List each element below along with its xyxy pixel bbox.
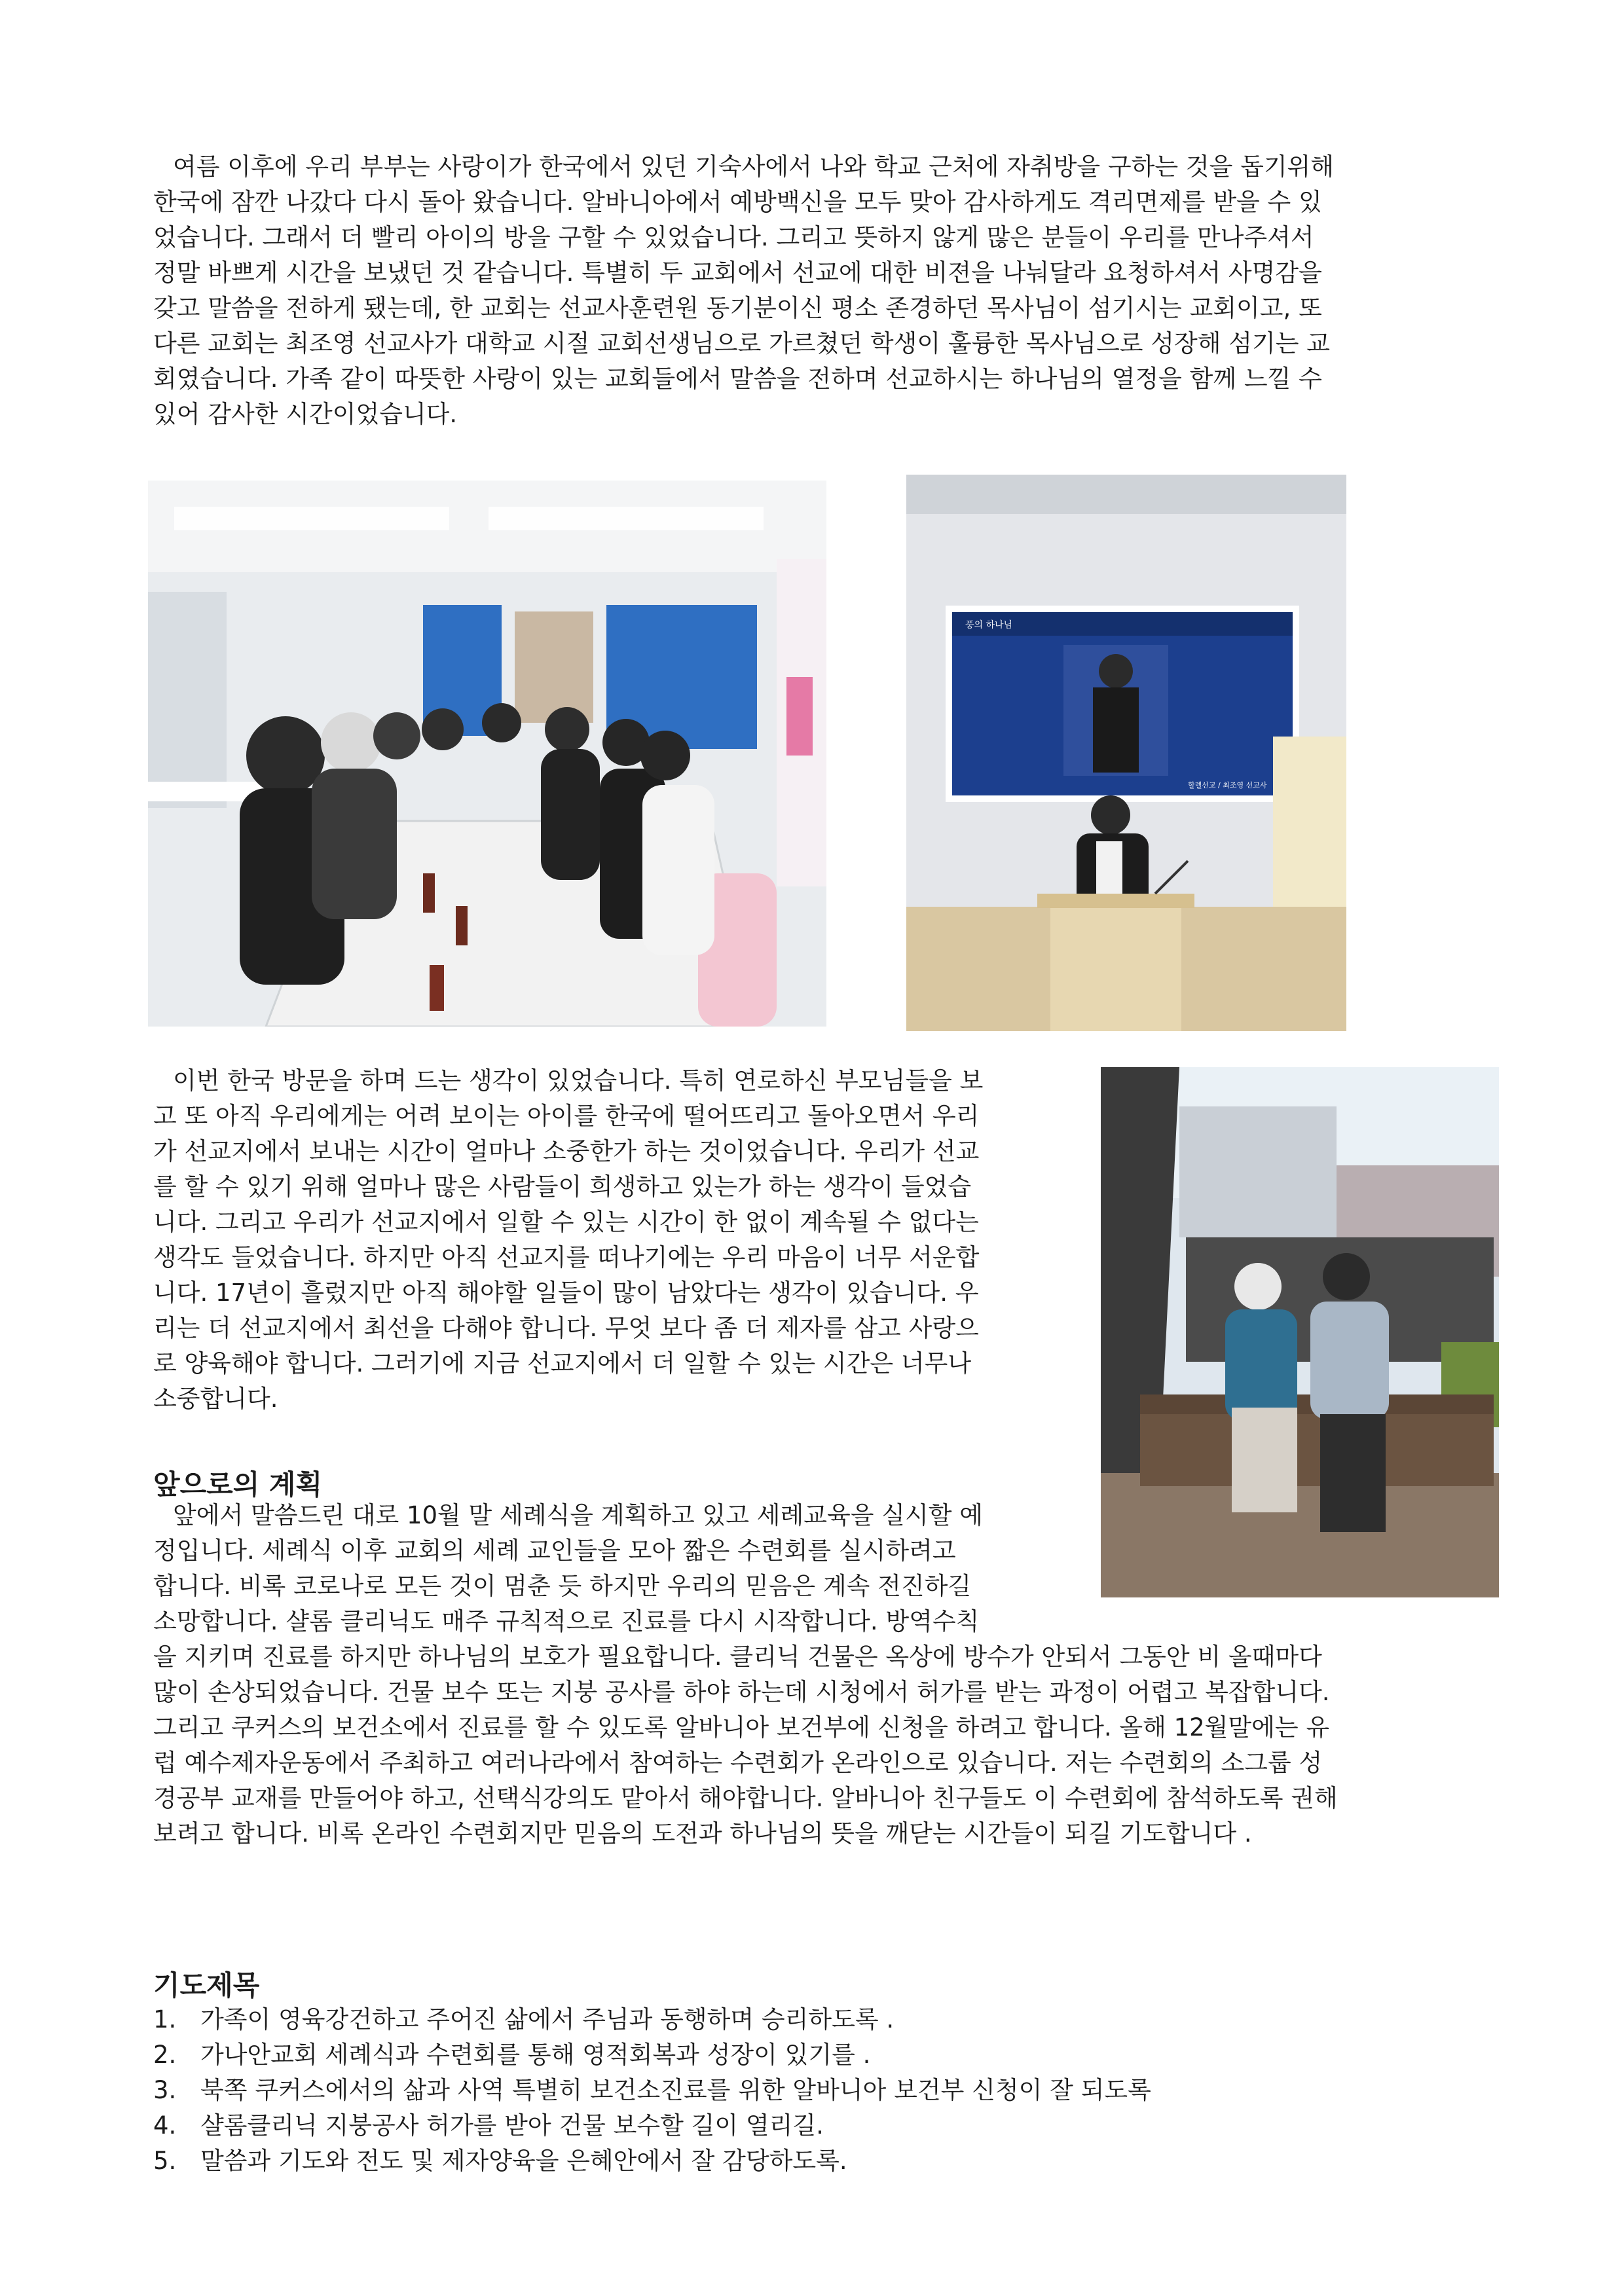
reflection-line: 가 선교지에서 보내는 시간이 얼마나 소중한가 하는 것이었습니다. 우리가 선교	[153, 1137, 980, 1165]
reflection-line: 니다. 그리고 우리가 선교지에서 일할 수 있는 시간이 한 없이 계속될 수 없다는	[153, 1208, 979, 1236]
prayer-heading: 기도제목	[153, 1969, 260, 2001]
future-plan-line: 럽 예수제자운동에서 주최하고 여러나라에서 참여하는 수련회가 온라인으로 있습니다. 저는 수련회의 소그룹 성	[153, 1749, 1323, 1777]
intro-line: 한국에 잠깐 나갔다 다시 돌아 왔습니다. 알바니아에서 예방백신을 모두 맞아 감사하게도 격리면제를 받을 수 있	[153, 188, 1322, 216]
prayer-item	[153, 2073, 1151, 2108]
prayer-item-number: 4.	[153, 2111, 177, 2140]
preaching-photo	[906, 475, 1346, 1031]
intro-paragraph	[153, 149, 1334, 432]
reflection-line: 를 할 수 있기 위해 얼마나 많은 사람들이 희생하고 있는가 하는 생각이 들었습	[153, 1173, 972, 1201]
future-plan-line: 앞에서 말씀드린 대로 10월 말 세례식을 계획하고 있고 세례교육을 실시할 예	[173, 1501, 983, 1529]
prayer-item-number: 3.	[153, 2076, 177, 2104]
prayer-item-text: 가족이 영육강건하고 주어진 삶에서 주님과 동행하며 승리하도록 .	[200, 2005, 895, 2033]
future-plan-line: 을 지키며 진료를 하지만 하나님의 보호가 필요합니다. 클리닉 건물은 옥상에 방수가 안되서 그동안 비 올때마다	[153, 1643, 1322, 1671]
future-plan-heading: 앞으로의 계획	[153, 1468, 323, 1501]
reflection-line: 소중합니다.	[153, 1385, 278, 1413]
intro-line: 있어 감사한 시간이었습니다.	[153, 400, 458, 428]
intro-line: 었습니다. 그래서 더 빨리 아이의 방을 구할 수 있었습니다. 그리고 뜻하지 않게 많은 분들이 우리를 만나주셔서	[153, 223, 1314, 251]
future-plan-paragraph	[153, 1498, 1338, 1851]
intro-line: 다른 교회는 최조영 선교사가 대학교 시절 교회선생님으로 가르쳤던 학생이 훌륭한 목사님으로 성장해 섬기는 교	[153, 329, 1331, 357]
reflection-line: 로 양육해야 합니다. 그러기에 지금 선교지에서 더 일할 수 있는 시간은 너무나	[153, 1349, 972, 1377]
reflection-line: 니다. 17년이 흘렀지만 아직 해야할 일들이 많이 남았다는 생각이 있습니다. 우	[153, 1279, 979, 1307]
reflection-paragraph	[153, 1063, 983, 1417]
prayer-item	[153, 2037, 1151, 2073]
slide-caption: 할렐선교 / 최조영 선교사	[1188, 781, 1267, 790]
future-plan-line: 경공부 교재를 만들어야 하고, 선택식강의도 맡아서 해야합니다. 알바니아 친구들도 이 수련회에 참석하도록 권해	[153, 1784, 1338, 1812]
reflection-line: 리는 더 선교지에서 최선을 다해야 합니다. 무엇 보다 좀 더 제자를 삼고 사랑으	[153, 1314, 979, 1342]
prayer-item-text: 북쪽 쿠커스에서의 삶과 사역 특별히 보건소진료를 위한 알바니아 보건부 신청이 잘 되도록	[200, 2076, 1151, 2104]
reflection-line: 생각도 들었습니다. 하지만 아직 선교지를 떠나기에는 우리 마음이 너무 서운합	[153, 1243, 980, 1271]
future-plan-line: 소망합니다. 샬롬 클리닉도 매주 규칙적으로 진료를 다시 시작합니다. 방역수칙	[153, 1607, 980, 1635]
slide-title: 풍의 하나님	[965, 620, 1013, 630]
future-plan-line: 정입니다. 세례식 이후 교회의 세례 교인들을 모아 짧은 수련회를 실시하려고	[153, 1537, 956, 1565]
future-plan-line: 많이 손상되었습니다. 건물 보수 또는 지붕 공사를 하야 하는데 시청에서 허가를 받는 과정이 어렵고 복잡합니다.	[153, 1678, 1330, 1706]
prayer-item	[153, 2002, 1151, 2037]
future-plan-line: 합니다. 비록 코로나로 모든 것이 멈춘 듯 하지만 우리의 믿음은 계속 전진하길	[153, 1572, 972, 1600]
prayer-list	[153, 2002, 1151, 2179]
prayer-item	[153, 2143, 1151, 2179]
intro-line: 회였습니다. 가족 같이 따뜻한 사랑이 있는 교회들에서 말씀을 전하며 선교하시는 하나님의 열정을 함께 느낄 수	[153, 365, 1322, 393]
prayer-item-text: 샬롬클리닉 지붕공사 허가를 받아 건물 보수할 길이 열리길.	[200, 2111, 824, 2140]
future-plan-line: 그리고 쿠커스의 보건소에서 진료를 할 수 있도록 알바니아 보건부에 신청을 하려고 합니다. 올해 12월말에는 유	[153, 1713, 1330, 1741]
reflection-line: 이번 한국 방문을 하며 드는 생각이 있었습니다. 특히 연로하신 부모님들을 보	[173, 1066, 984, 1095]
prayer-item-text: 가나안교회 세례식과 수련회를 통해 영적회복과 성장이 있기를 .	[200, 2041, 871, 2069]
intro-line: 갖고 말씀을 전하게 됐는데, 한 교회는 선교사훈련원 동기분이신 평소 존경하던 목사님이 섬기시는 교회이고, 또	[153, 294, 1322, 322]
group-meeting-photo	[148, 481, 826, 1027]
intro-line: 정말 바쁘게 시간을 보냈던 것 같습니다. 특별히 두 교회에서 선교에 대한 비젼을 나눠달라 요청하셔서 사명감을	[153, 259, 1322, 287]
prayer-item-number: 5.	[153, 2147, 177, 2175]
reflection-line: 고 또 아직 우리에게는 어려 보이는 아이를 한국에 떨어뜨리고 돌아오면서 우리	[153, 1102, 980, 1130]
prayer-item	[153, 2108, 1151, 2143]
future-plan-line: 보려고 합니다. 비록 온라인 수련회지만 믿음의 도전과 하나님의 뜻을 깨닫는 시간들이 되길 기도합니다 .	[153, 1819, 1252, 1848]
intro-line: 여름 이후에 우리 부부는 사랑이가 한국에서 있던 기숙사에서 나와 학교 근처에 자취방을 구하는 것을 돕기위해	[173, 153, 1335, 181]
prayer-item-number: 2.	[153, 2041, 177, 2069]
prayer-item-number: 1.	[153, 2005, 177, 2033]
prayer-item-text: 말씀과 기도와 전도 및 제자양육을 은혜안에서 잘 감당하도록.	[200, 2147, 847, 2175]
